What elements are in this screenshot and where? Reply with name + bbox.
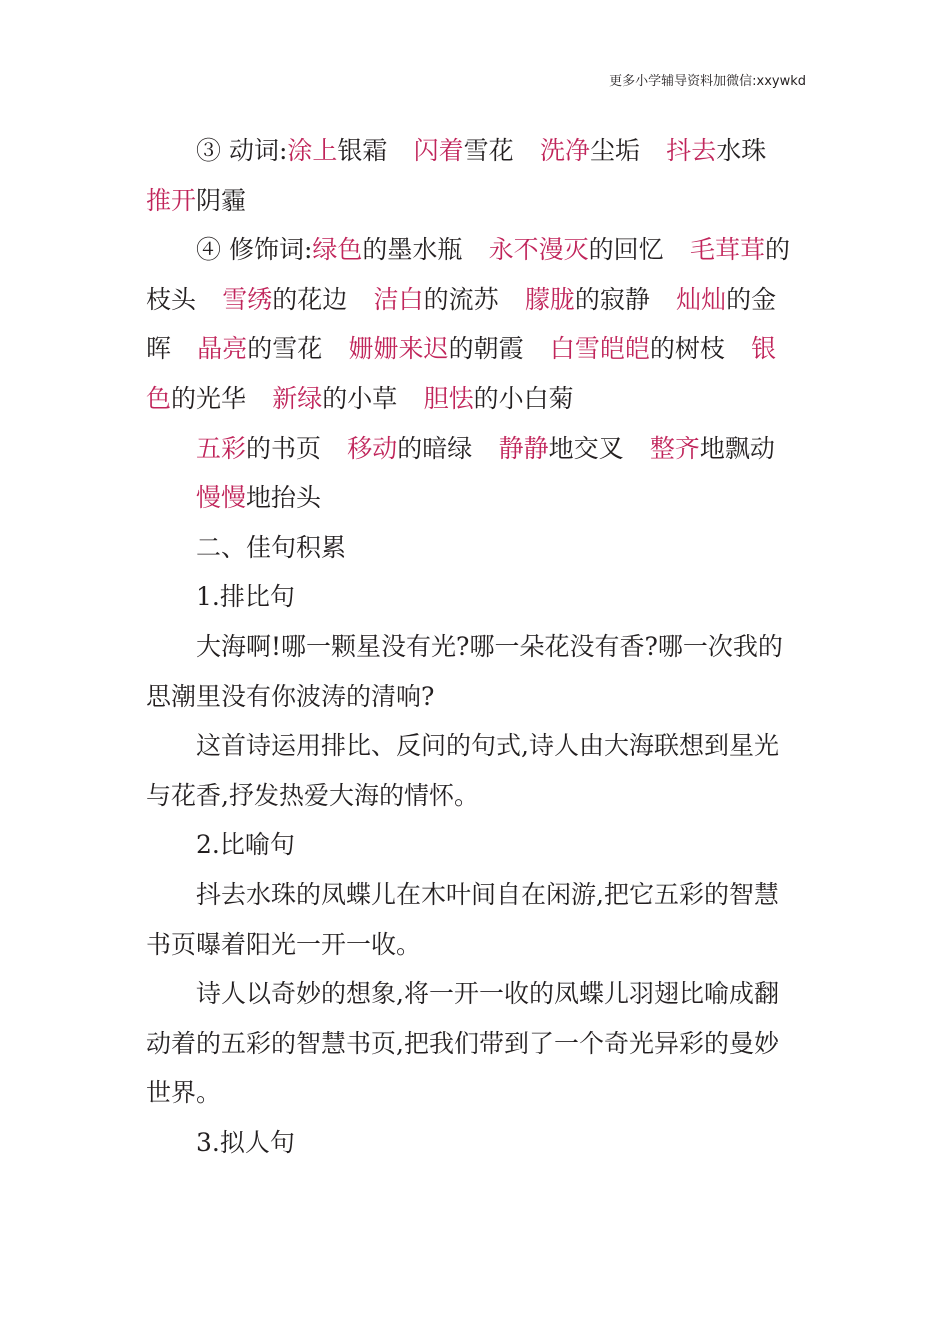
modifier-term-rest: 地交叉 [548, 433, 624, 463]
modifier-term-rest: 晖 [146, 334, 172, 364]
verbs-label: ③ 动词: [196, 136, 288, 165]
modifier-term: 毛茸茸 [689, 235, 765, 265]
verb-term: 抖去 [666, 136, 717, 165]
verb-term-rest: 尘垢 [589, 136, 640, 165]
modifier-term: 白雪皑皑 [549, 334, 650, 364]
verbs-line-1 [146, 126, 806, 176]
parallelism-example-line-1: 大海啊!哪一颗星没有光?哪一朵花没有香?哪一次我的 [196, 631, 783, 661]
verb-term-rest: 阴霾 [196, 185, 247, 215]
metaphor-example-line-1: 抖去水珠的凤蝶儿在木叶间自在闲游,把它五彩的智慧 [196, 879, 779, 909]
modifiers-line-6 [146, 473, 806, 523]
verb-term: 推开 [146, 185, 197, 215]
modifier-term-rest: 的寂静 [574, 284, 650, 314]
modifier-term: 灿灿 [676, 284, 727, 314]
verb-term: 洗净 [539, 136, 590, 165]
modifier-term: 慢慢 [196, 483, 247, 513]
verb-term-rest: 水珠 [716, 136, 767, 165]
modifier-term: 永不漫灭 [488, 235, 589, 265]
parallelism-heading: 1.排比句 [196, 582, 295, 612]
parallelism-example-line-2: 思潮里没有你波涛的清响? [146, 681, 435, 711]
metaphor-analysis-line-1: 诗人以奇妙的想象,将一开一收的凤蝶儿羽翅比喻成翻 [196, 979, 779, 1009]
verb-term: 涂上 [287, 136, 338, 165]
modifiers-label: ④ 修饰词: [196, 235, 313, 265]
modifier-term-rest: 的书页 [246, 433, 322, 463]
modifiers-line-5 [146, 424, 806, 474]
modifier-term-rest: 枝头 [146, 284, 197, 314]
modifier-term-rest: 的暗绿 [397, 433, 473, 463]
metaphor-analysis-line-3: 世界。 [146, 1078, 222, 1108]
metaphor-analysis-line-2: 动着的五彩的智慧书页,把我们带到了一个奇光异彩的曼妙 [146, 1028, 779, 1058]
verb-term: 闪着 [413, 136, 464, 165]
modifier-term: 色 [146, 383, 172, 413]
verbs-line-2 [146, 176, 806, 226]
modifier-term: 移动 [347, 433, 398, 463]
modifier-term-rest: 的小草 [322, 383, 398, 413]
modifier-term-rest: 的小白菊 [473, 383, 574, 413]
modifier-term-rest: 地飘动 [699, 433, 775, 463]
modifier-term-rest: 的回忆 [588, 235, 664, 265]
modifier-term-rest: 的朝霞 [448, 334, 524, 364]
header-note: 更多小学辅导资料加微信:xxywkd [609, 74, 806, 89]
modifiers-line-3 [146, 324, 806, 374]
personification-heading: 3.拟人句 [196, 1127, 295, 1157]
modifier-term: 整齐 [649, 433, 700, 463]
modifier-term: 银 [751, 334, 777, 364]
modifier-term-rest: 的树枝 [649, 334, 725, 364]
modifier-term-rest: 的光华 [171, 383, 247, 413]
metaphor-example-line-2: 书页曝着阳光一开一收。 [146, 929, 422, 959]
modifier-term: 绿色 [312, 235, 363, 265]
modifier-term: 五彩 [196, 433, 247, 463]
modifier-term-rest: 的雪花 [247, 334, 323, 364]
modifier-term-rest: 地抬头 [246, 483, 322, 513]
modifier-term-rest: 的墨水瓶 [362, 235, 463, 265]
modifier-term: 胆怯 [423, 383, 474, 413]
modifier-term: 雪绣 [222, 284, 273, 314]
modifier-term-rest: 的流苏 [423, 284, 499, 314]
metaphor-heading: 2.比喻句 [196, 830, 295, 860]
modifier-term: 姗姗来迟 [348, 334, 449, 364]
parallelism-analysis-line-1: 这首诗运用排比、反问的句式,诗人由大海联想到星光 [196, 731, 779, 761]
modifier-term: 晶亮 [197, 334, 248, 364]
modifier-term: 静静 [498, 433, 549, 463]
modifier-term-rest: 的 [764, 235, 790, 265]
modifier-term: 洁白 [373, 284, 424, 314]
modifier-term: 新绿 [272, 383, 323, 413]
modifiers-line-1 [146, 225, 806, 275]
verb-term-rest: 银霜 [337, 136, 388, 165]
modifiers-line-4 [146, 374, 806, 424]
modifiers-line-2 [146, 275, 806, 325]
section-title: 二、佳句积累 [196, 532, 347, 562]
modifier-term-rest: 的金 [726, 284, 777, 314]
document-body [146, 126, 806, 1167]
verb-term-rest: 雪花 [463, 136, 514, 165]
parallelism-analysis-line-2: 与花香,抒发热爱大海的情怀。 [146, 780, 479, 810]
modifier-term-rest: 的花边 [272, 284, 348, 314]
modifier-term: 朦胧 [524, 284, 575, 314]
